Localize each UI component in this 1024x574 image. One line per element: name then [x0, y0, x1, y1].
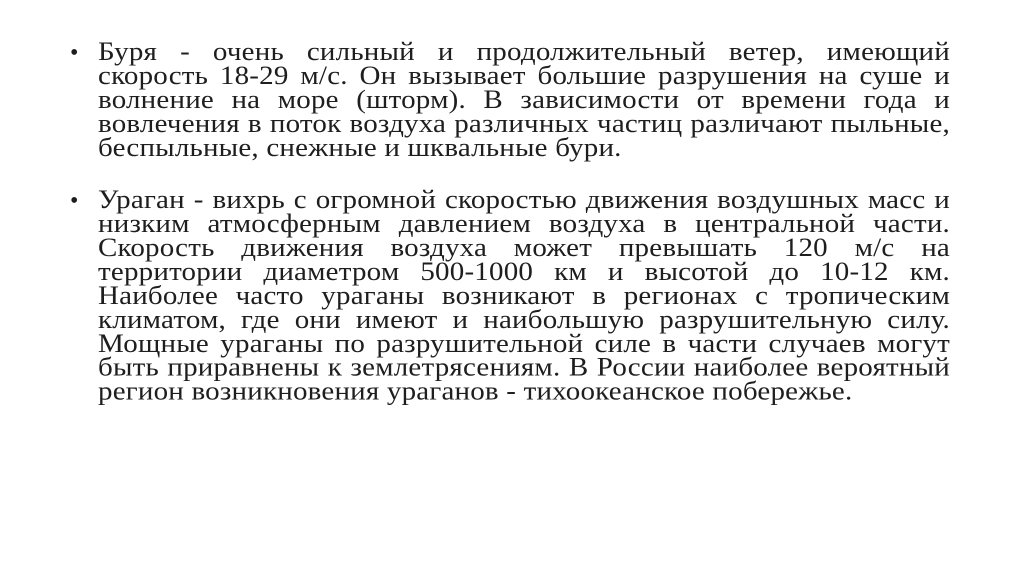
bullet-marker: • — [70, 188, 79, 214]
bullet-text-storm: Буря - очень сильный и продолжительный ветер, имеющий скорость 18-29 м/с. Он вызывает большие разрушения на суше и волнение на море (шторм). В зависимости от времени года и вовлечения в поток воздуха различных частиц различают пыльные, беспыльные, снежные и шквальные бури. — [98, 37, 950, 163]
bullet-list — [70, 37, 950, 440]
bullet-marker: • — [70, 40, 79, 66]
bullet-text-hurricane: Ураган - вихрь с огромной скоростью движения воздушных масс и низким атмосферным давлением воздуха в центральной части. Скорость движения воздуха может превышать 120 м/с на территории диаметром 500-1000 км и высотой до 10-12 км. Наиболее часто ураганы возникают в регионах с тропическим климатом, где они имеют и наибольшую разрушительную силу. Мощные ураганы по разрушительной силе в части случаев могут быть приравнены к землетрясениям. В России наиболее вероятный регион возникновения ураганов - тихоокеанское побережье. — [98, 185, 950, 407]
bullet-item-hurricane — [70, 185, 950, 422]
bullet-item-storm — [70, 37, 950, 170]
